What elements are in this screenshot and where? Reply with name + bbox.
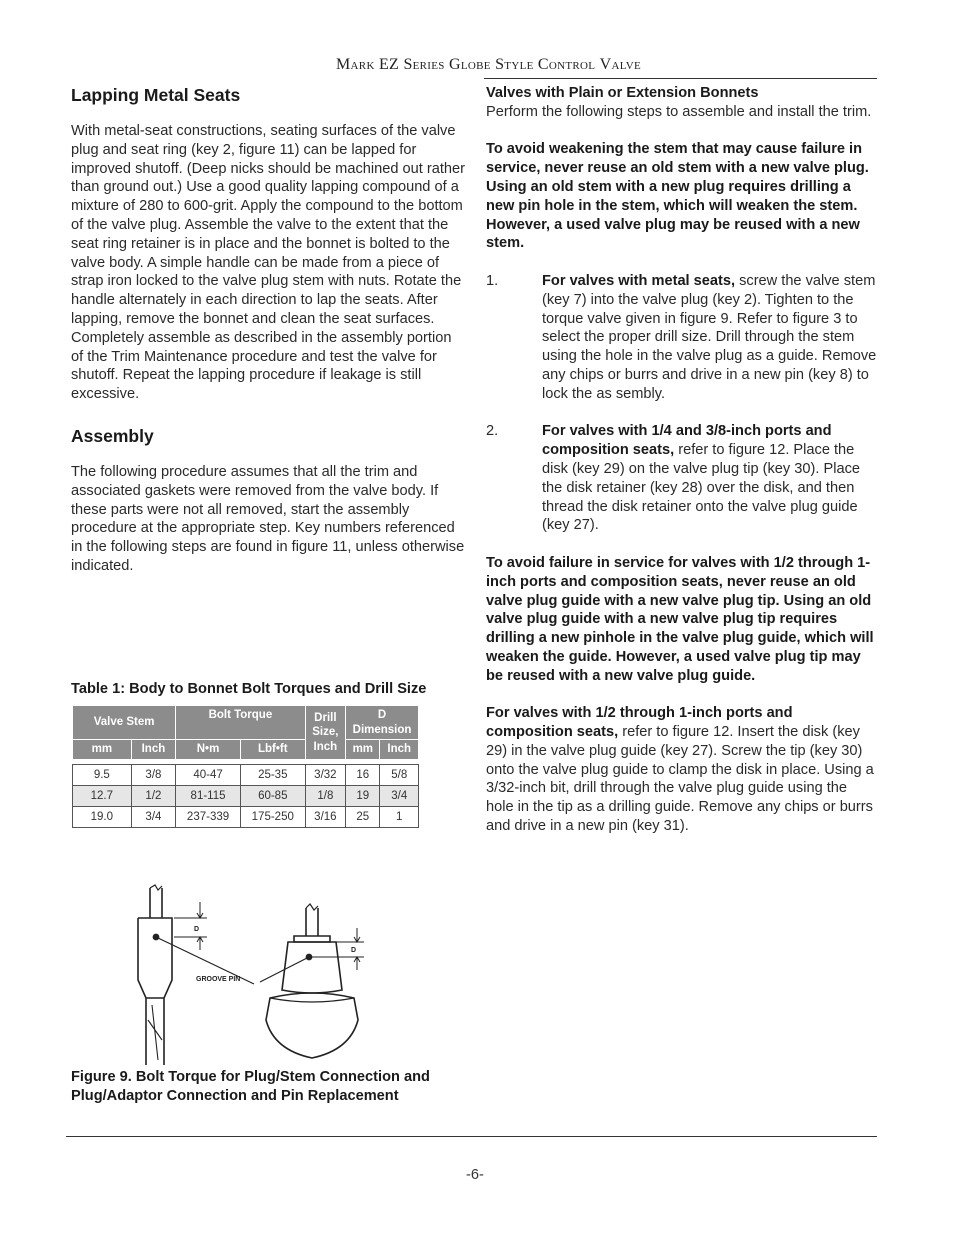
cell: 60-85 [240,785,305,806]
cell: 16 [346,764,380,785]
header-title-part: Series [403,56,445,73]
cell: 25 [346,806,380,827]
cell: 19.0 [73,806,132,827]
subheader-d-inch: Inch [380,740,419,760]
subheader-lbfft: Lbf•ft [240,740,305,760]
subheader-inch: Inch [131,740,176,760]
cell: 3/4 [380,785,419,806]
page-number: -6- [466,1167,484,1183]
right-column [486,84,878,836]
figure-caption: Figure 9. Bolt Torque for Plug/Stem Connection and Plug/Adaptor Connection and Pin Replacement [71,1069,430,1104]
header-drill-size: Drill Size, Inch [305,706,345,760]
cell: 3/16 [305,806,345,827]
right-heading: Valves with Plain or Extension Bonnets [486,85,759,101]
paragraph-lead: For valves with 1/2 through 1-inch ports and composition seats, [486,705,793,741]
cell: 1/8 [305,785,345,806]
subheader-mm: mm [73,740,132,760]
header-title-part: Mark [336,56,375,73]
header-d-dimension: D Dimension [346,706,419,740]
cell: 9.5 [73,764,132,785]
step-text: screw the valve stem (key 7) into the valve plug (key 2). Tighten to the torque valve given in figure 9. Refer to figure 3 to select the proper drill size. Drill through the stem using the hole in the valve plug as a guide. Remove any chips or burrs and drive in a new pin (key 8) to lock the as sembly. [542,272,877,402]
cell: 175-250 [240,806,305,827]
lapping-heading: Lapping Metal Seats [71,85,241,105]
assembly-paragraph: The following procedure assumes that all the trim and associated gaskets were removed from the valve body. If these parts were not all removed, start the assembly procedure at the appropriate step. Key numbers referenced in the following steps are found in figure 11, unless otherwise indicated. [71,463,465,574]
step-lead: For valves with 1/4 and 3/8-inch ports and composition seats, [542,423,832,459]
assembly-heading: Assembly [71,425,154,446]
header-valve-stem: Valve Stem [73,706,176,740]
running-header [336,56,641,74]
d-label-left: D [194,926,200,933]
cell: 81-115 [176,785,241,806]
header-title-part: Style [495,56,534,73]
header-title-part: Valve [599,56,641,73]
cell: 3/8 [131,764,176,785]
cell: 40-47 [176,764,241,785]
plug-stem-diagram [72,880,424,1065]
composition-seat-paragraph [486,704,878,836]
cell: 3/32 [305,764,345,785]
step-lead: For valves with metal seats, [542,272,736,289]
cell: 5/8 [380,764,419,785]
cell: 25-35 [240,764,305,785]
cell: 3/4 [131,806,176,827]
header-title-part: EZ [374,56,404,73]
d-label-right: D [351,947,357,954]
step-number: 1. [486,272,499,289]
table-row [73,764,419,785]
table-row [73,785,419,806]
subheader-nm: N•m [176,740,241,760]
bolt-torque-table [72,705,419,828]
header-title-part: Control [537,56,596,73]
cell: 19 [346,785,380,806]
paragraph-text: refer to figure 12. Insert the disk (key 29) in the valve plug guide (key 27). Screw the tip (key 30) onto the valve plug guide to clamp the disk in place. Using a 3/32-inch bit, drill through the valve plug guide using the hole in the tip as a drilling guide. Remove any chips or burrs and drive in a new pin (key 31). [486,724,874,835]
figure-9-drawing [72,880,424,1065]
subheader-d-mm: mm [346,740,380,760]
step-1 [486,272,878,404]
cell: 1 [380,806,419,827]
groove-pin-label: GROOVE PIN [196,976,241,983]
left-column [71,84,466,576]
table-caption: Table 1: Body to Bonnet Bolt Torques and Drill Size [71,681,427,697]
cell: 237-339 [176,806,241,827]
cell: 12.7 [73,785,132,806]
header-bolt-torque: Bolt Torque [176,706,305,740]
cell: 1/2 [131,785,176,806]
right-intro: Perform the following steps to assemble and install the trim. [486,103,872,120]
warning-stem: To avoid weakening the stem that may cause failure in service, never reuse an old stem with a new valve plug. Using an old stem with a new plug requires drilling a new pin hole in the stem, which will weaken the stem. However, a used valve plug may be reused with a new stem. [486,141,869,252]
header-rule [484,78,877,79]
lapping-paragraph: With metal-seat constructions, seating surfaces of the valve plug and seat ring (key 2, figure 11) can be lapped for improved shutoff. (Deep nicks should be machined out rather than ground out.) Use a good quality lapping compound of a mixture of 280 to 600-grit. Apply the compound to the bottom of the valve plug. Assemble the valve to the extent that the seat ring retainer is in place and the bonnet is bolted to the valve body. A simple handle can be made from a piece of strap iron locked to the valve plug stem with nuts. Rotate the handle alternately in each direction to lap the seats. After lapping, remove the bonnet and clean the seat surfaces. Completely assemble as described in the assembly portion of the Trim Maintenance procedure and test the valve for shutoff. Repeat the lapping procedure if leakage is still excessive. [71,123,465,403]
step-2 [486,422,878,535]
step-text: refer to figure 12. Place the disk (key 29) on the valve plug tip (key 30). Place the disk retainer (key 28) over the disk, and then thread the disk retainer onto the valve plug guide (key 27). [542,442,860,534]
step-number: 2. [486,423,499,440]
header-title-part: Globe [449,56,491,73]
footer-rule [66,1136,877,1137]
table-row [73,806,419,827]
warning-guide: To avoid failure in service for valves with 1/2 through 1-inch ports and composition seats, never reuse an old valve plug guide with a new valve plug tip. Using an old valve plug guide with a new valve plug tip requires drilling a new pinhole in the valve plug guide, which will weaken the guide. However, a used valve plug tip may be reused with a new valve plug guide. [486,554,874,684]
